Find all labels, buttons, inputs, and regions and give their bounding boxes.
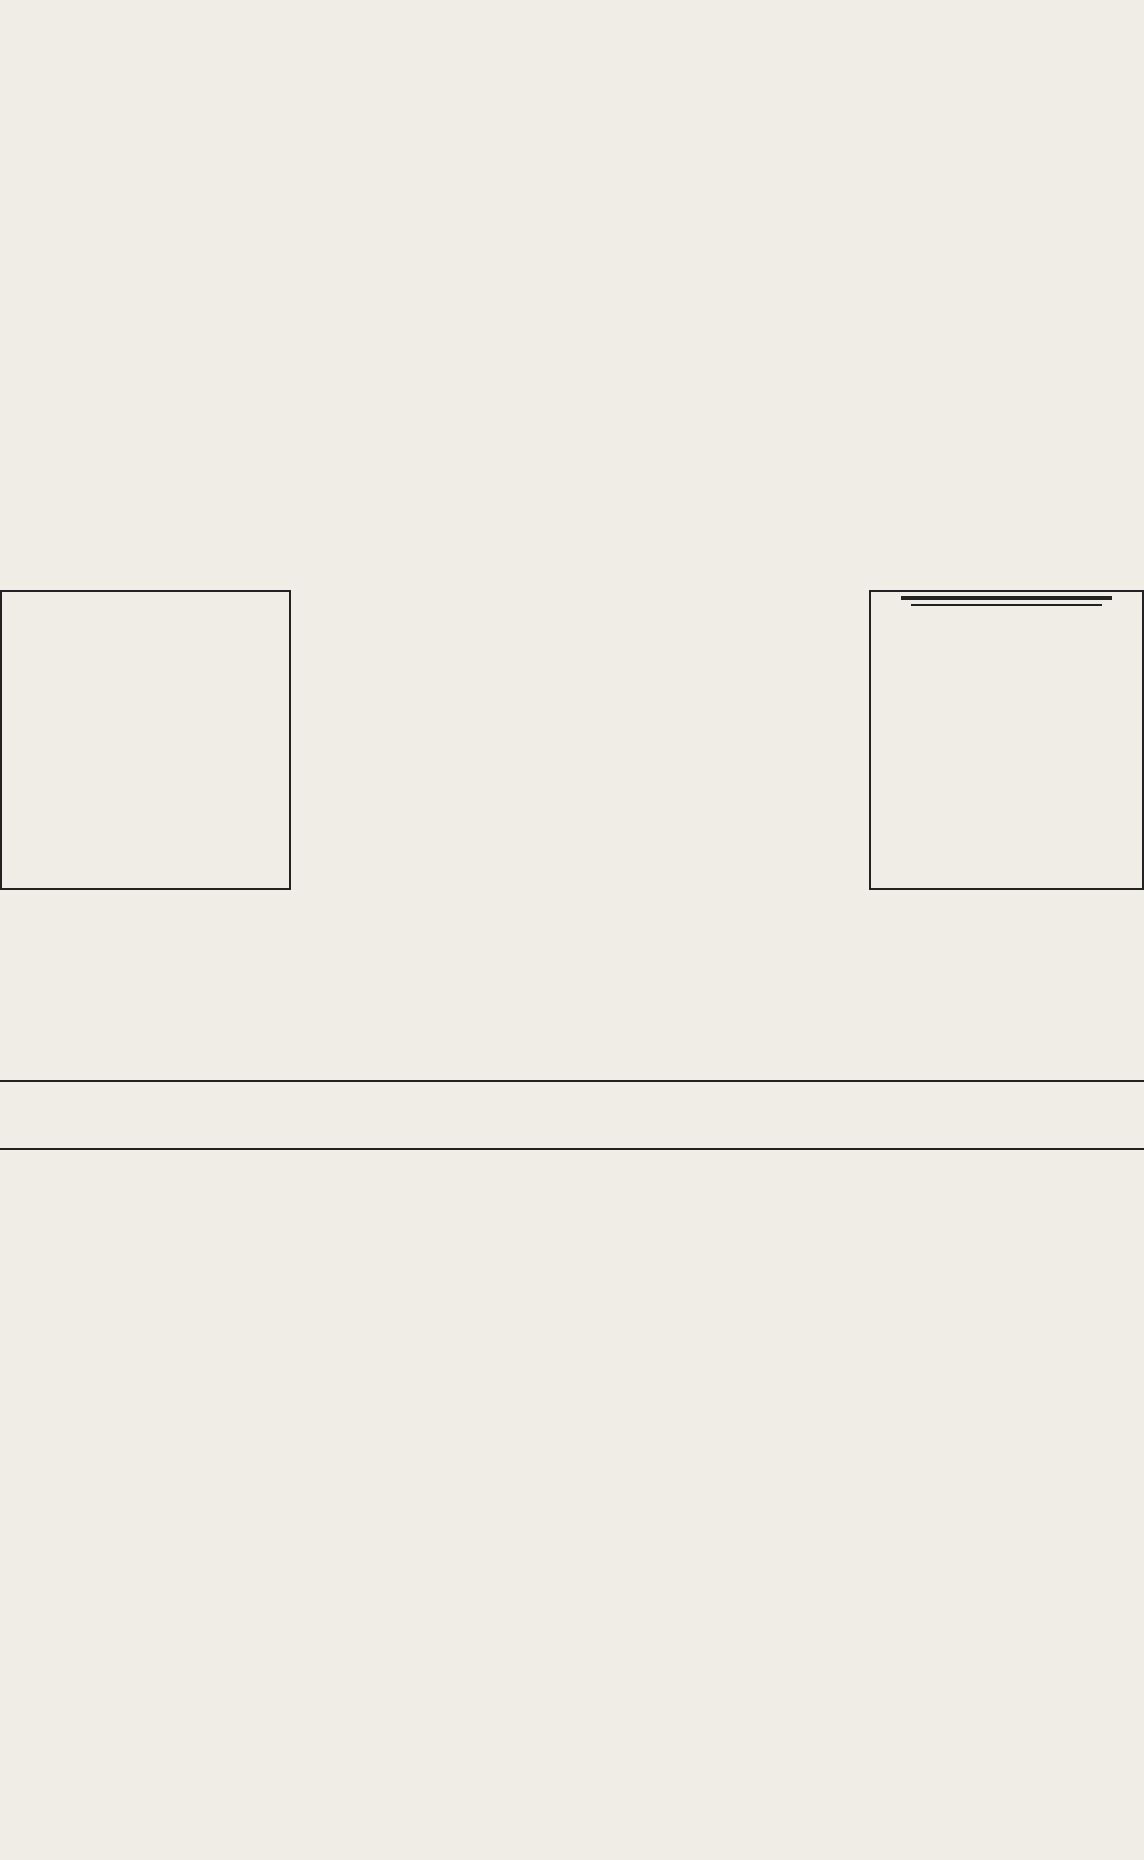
masthead — [0, 0, 1144, 14]
service-guide-section — [0, 1150, 1144, 1860]
blue-grass-farms-ad — [0, 590, 291, 890]
harold-line-4 — [911, 604, 1102, 606]
classified-section — [0, 14, 1144, 1074]
harold-name — [901, 596, 1112, 600]
home-service-guide-banner — [0, 1080, 1144, 1150]
harold-smith-ad — [869, 590, 1144, 890]
